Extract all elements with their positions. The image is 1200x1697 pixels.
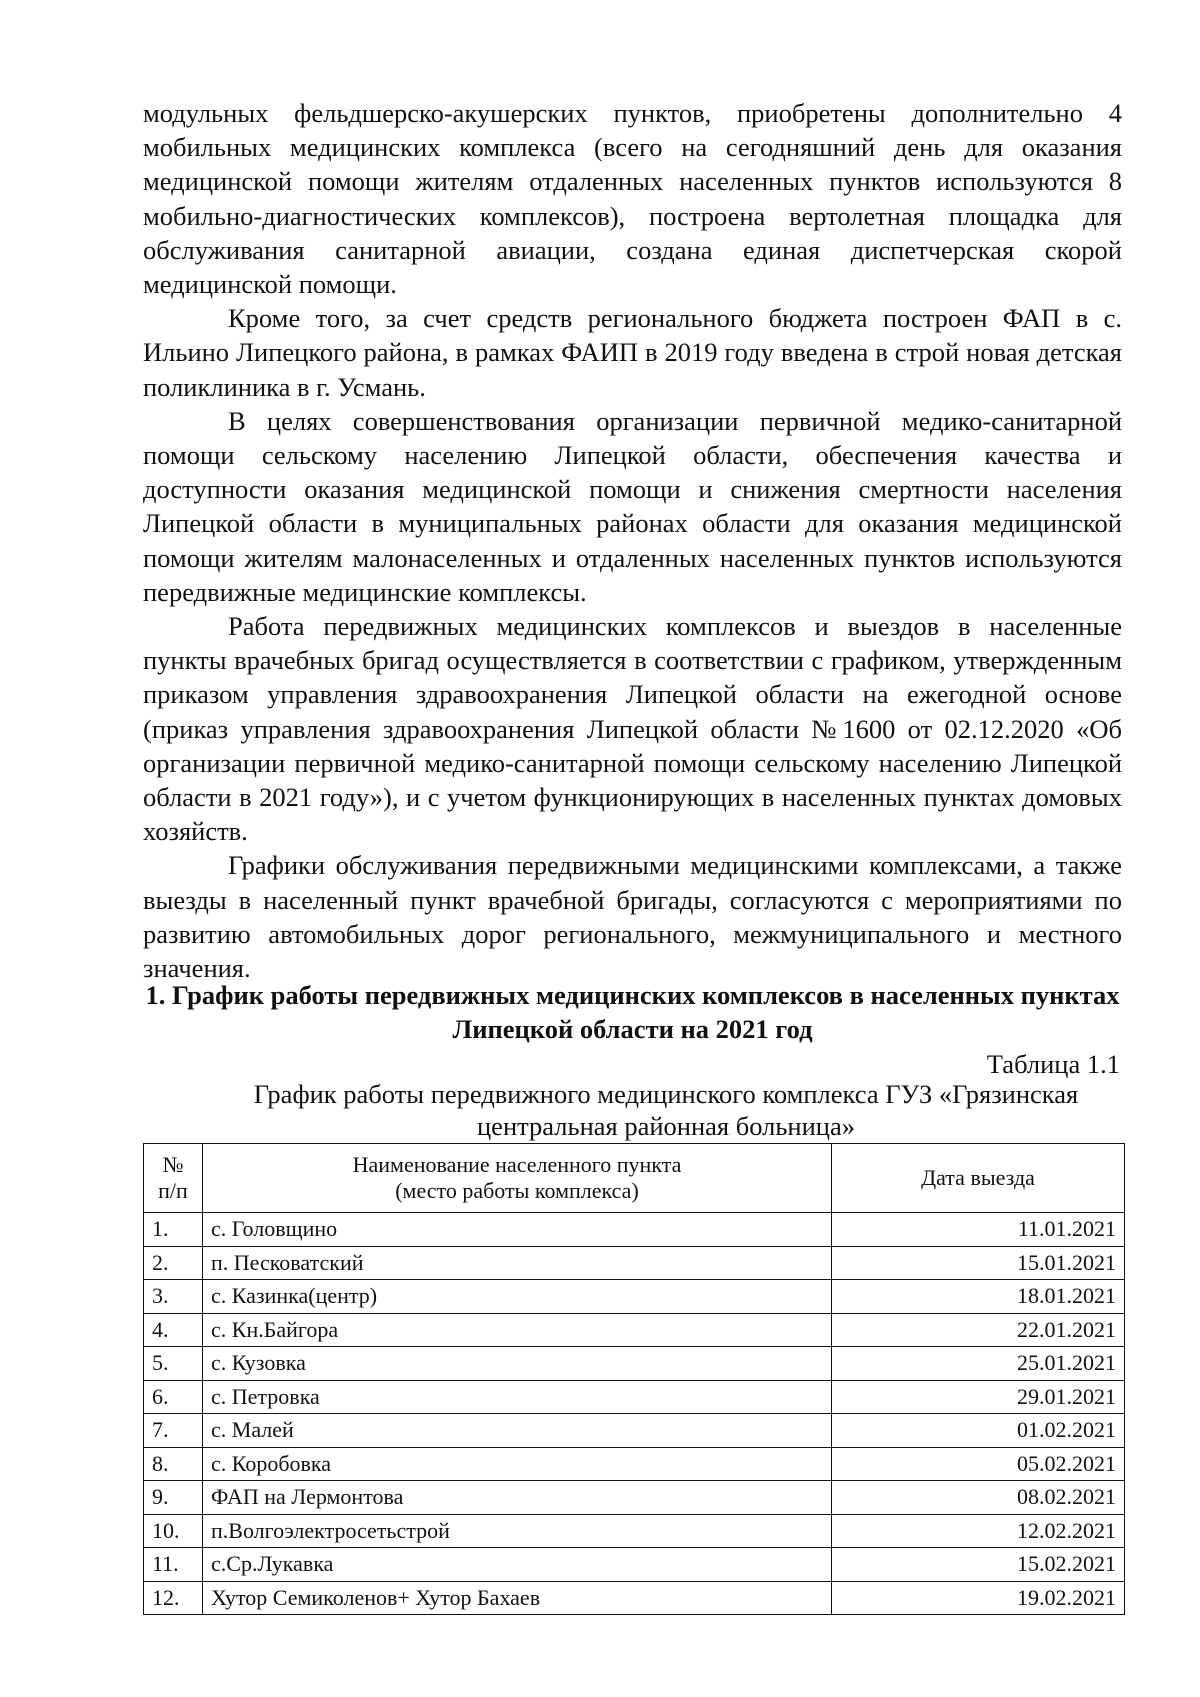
row-number: 6. xyxy=(144,1380,203,1414)
row-settlement: п. Песковатский xyxy=(203,1246,832,1280)
table-row xyxy=(144,1548,1125,1582)
paragraph: В целях совершенствования организации первичной медико-санитарной помощи сельскому населению Липецкой области, обеспечения качества и доступности оказания медицинской помощи и снижения смертности населения Липецкой области в муниципальных районах области для оказания медицинской помощи жителям малонаселенных и отдаленных населенных пунктов используются передвижные медицинские комплексы. xyxy=(143,405,1122,607)
table-caption: График работы передвижного медицинского комплекса ГУЗ «Грязинская центральная районная больница» xyxy=(253,1079,1079,1141)
paragraph: Работа передвижных медицинских комплексов и выездов в населенные пункты врачебных бригад осуществляется в соответствии с графиком, утвержденным приказом управления здравоохранения Липецкой области на ежегодной основе (приказ управления здравоохранения Липецкой области №1600 от 02.12.2020 «Об организации первичной медико-санитарной помощи сельскому населению Липецкой области в 2021 году»), и с учетом функционирующих в населенных пунктах домовых хозяйств. xyxy=(143,611,1122,847)
paragraph: модульных фельдшерско-акушерских пунктов, приобретены дополнительно 4 мобильных медицинских комплекса (всего на сегодняшний день для оказания медицинской помощи жителям отдаленных населенных пунктов используются 8 мобильно-диагностических комплексов), построена вертолетная площадка для обслуживания санитарной авиации, создана единая диспетчерская скорой медицинской помощи. xyxy=(143,98,1122,300)
table-row xyxy=(144,1246,1125,1280)
table-row xyxy=(144,1347,1125,1381)
row-number: 9. xyxy=(144,1481,203,1515)
row-number: 10. xyxy=(144,1514,203,1548)
table-row xyxy=(144,1414,1125,1448)
row-settlement: с. Кузовка xyxy=(203,1347,832,1381)
paragraph: Графики обслуживания передвижными медицинскими комплексами, а также выезды в населенный пункт врачебной бригады, согласуются с мероприятиями по развитию автомобильных дорог регионального, межмуниципального и местного значения. xyxy=(143,850,1122,984)
header-settlement-line1: Наименование населенного пункта xyxy=(352,1152,682,1177)
row-date: 05.02.2021 xyxy=(832,1447,1125,1481)
row-settlement: Хутор Семиколенов+ Хутор Бахаев xyxy=(203,1581,832,1615)
row-number: 3. xyxy=(144,1280,203,1314)
table-label: Таблица 1.1 xyxy=(986,1049,1120,1079)
body-text xyxy=(143,96,1122,985)
row-number: 11. xyxy=(144,1548,203,1582)
header-date: Дата выезда xyxy=(832,1144,1125,1213)
header-number-line1: № xyxy=(162,1152,184,1177)
table-row xyxy=(144,1581,1125,1615)
row-number: 12. xyxy=(144,1581,203,1615)
row-number: 2. xyxy=(144,1246,203,1280)
row-settlement: ФАП на Лермонтова xyxy=(203,1481,832,1515)
header-settlement xyxy=(203,1144,832,1213)
row-date: 18.01.2021 xyxy=(832,1280,1125,1314)
row-settlement: с. Малей xyxy=(203,1414,832,1448)
paragraph: Кроме того, за счет средств регионального бюджета построен ФАП в с. Ильино Липецкого района, в рамках ФАИП в 2019 году введена в строй новая детская поликлиника в г. Усмань. xyxy=(143,303,1122,402)
header-settlement-line2: (место работы комплекса) xyxy=(395,1178,639,1203)
row-date: 22.01.2021 xyxy=(832,1313,1125,1347)
row-date: 15.01.2021 xyxy=(832,1246,1125,1280)
row-settlement: с. Казинка(центр) xyxy=(203,1280,832,1314)
row-settlement: п.Волгоэлектросетьстрой xyxy=(203,1514,832,1548)
header-number-line2: п/п xyxy=(158,1178,188,1203)
row-number: 4. xyxy=(144,1313,203,1347)
section-title: 1. График работы передвижных медицинских комплексов в населенных пунктах Липецкой области на 2021 год xyxy=(145,980,1120,1044)
table-row xyxy=(144,1481,1125,1515)
row-date: 01.02.2021 xyxy=(832,1414,1125,1448)
row-number: 8. xyxy=(144,1447,203,1481)
header-number xyxy=(144,1144,203,1213)
table-row xyxy=(144,1313,1125,1347)
row-number: 5. xyxy=(144,1347,203,1381)
row-settlement: с. Кн.Байгора xyxy=(203,1313,832,1347)
row-date: 29.01.2021 xyxy=(832,1380,1125,1414)
table-row xyxy=(144,1514,1125,1548)
row-date: 19.02.2021 xyxy=(832,1581,1125,1615)
schedule-table xyxy=(143,1143,1125,1615)
row-settlement: с.Ср.Лукавка xyxy=(203,1548,832,1582)
row-date: 15.02.2021 xyxy=(832,1548,1125,1582)
row-date: 25.01.2021 xyxy=(832,1347,1125,1381)
row-date: 08.02.2021 xyxy=(832,1481,1125,1515)
table-row xyxy=(144,1380,1125,1414)
row-settlement: с. Коробовка xyxy=(203,1447,832,1481)
table-header-row xyxy=(144,1144,1125,1213)
row-settlement: с. Головщино xyxy=(203,1213,832,1247)
row-number: 7. xyxy=(144,1414,203,1448)
row-number: 1. xyxy=(144,1213,203,1247)
row-date: 11.01.2021 xyxy=(832,1213,1125,1247)
table-row xyxy=(144,1213,1125,1247)
row-settlement: с. Петровка xyxy=(203,1380,832,1414)
table-row xyxy=(144,1447,1125,1481)
table-row xyxy=(144,1280,1125,1314)
row-date: 12.02.2021 xyxy=(832,1514,1125,1548)
